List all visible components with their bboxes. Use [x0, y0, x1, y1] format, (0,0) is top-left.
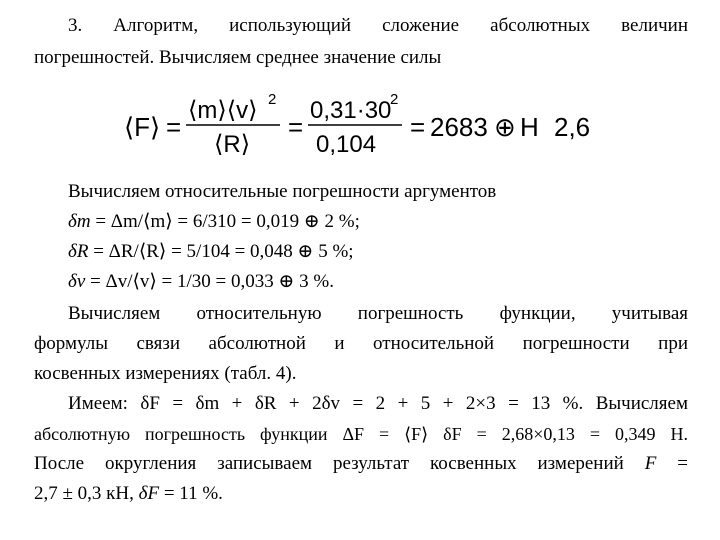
relative-error-r-symbol: δR — [68, 241, 89, 262]
final-relative-error-value: = 11 %. — [159, 483, 223, 504]
paragraph-3-line-3-equals: = — [656, 453, 689, 474]
final-relative-error-symbol: δF — [138, 483, 160, 504]
formula-equals-1: = — [166, 112, 182, 142]
paragraph-3-line-2: абсолютную погрешность функции ΔF = ⟨F⟩ δF = 2,68×0,13 = 0,349 Н. — [34, 424, 688, 444]
paragraph-3-line-1: Имеем: δF = δm + δR + 2δv = 2 + 5 + 2×3 = 13 %. Вычисляем — [68, 393, 688, 414]
final-result-value: 2,7 ± 0,3 кН, — [34, 483, 139, 504]
paragraph-1-line-2: погрешностей. Вычисляем среднее значение силы — [34, 47, 442, 68]
formula-numerator-exponent: 2 — [268, 92, 277, 108]
paragraph-3-line-4 — [34, 482, 688, 506]
force-mean-formula — [122, 92, 592, 162]
formula-denominator-value: 0,104 — [316, 131, 377, 158]
paragraph-3-line-3 — [34, 452, 688, 476]
relative-error-v-expression: = Δv/⟨v⟩ = 1/30 = 0,033 ⊕ 3 %. — [85, 271, 335, 292]
paragraph-2-line-2: формулы связи абсолютной и относительной погрешности при — [34, 333, 688, 354]
formula-numerator-values-exponent: 2 — [390, 92, 399, 108]
paragraph-1-line-1: 3. Алгоритм, использующий сложение абсолютных величин — [68, 15, 688, 36]
relative-error-m — [68, 210, 688, 234]
formula-denominator-var: ⟨R⟩ — [214, 131, 251, 158]
formula-equals-2: = — [288, 112, 304, 142]
formula-equals-3: = — [410, 112, 426, 142]
relative-error-v — [68, 270, 688, 294]
relative-error-m-symbol: δm — [68, 211, 91, 232]
relative-error-v-symbol: δv — [68, 271, 86, 292]
formula-unit: Н — [520, 112, 539, 142]
formula-lhs: ⟨F⟩ — [124, 112, 161, 142]
formula-svg — [122, 92, 592, 162]
paragraph-3-line-3-text: После округления записываем результат косвенных измерений — [34, 453, 645, 474]
formula-tail: 2,6 — [554, 112, 591, 142]
relative-error-m-expression: = Δm/⟨m⟩ = 6/310 = 0,019 ⊕ 2 %; — [90, 211, 360, 232]
formula-result: 2683 — [430, 112, 488, 142]
relative-error-r — [68, 240, 688, 264]
paragraph-2-line-1: Вычисляем относительную погрешность функции, учитывая — [68, 303, 688, 324]
formula-plus-symbol: ⊕ — [494, 112, 516, 142]
relative-error-r-expression: = ΔR/⟨R⟩ = 5/104 = 0,048 ⊕ 5 %; — [88, 241, 354, 262]
formula-numerator-vars: ⟨m⟩⟨v⟩ — [188, 97, 258, 124]
force-symbol: F — [644, 453, 657, 474]
formula-numerator-values: 0,31·30 — [310, 97, 392, 124]
paragraph-2-line-3: косвенных измерениях (табл. 4). — [34, 363, 297, 384]
relative-errors-heading: Вычисляем относительные погрешности аргументов — [68, 181, 497, 202]
